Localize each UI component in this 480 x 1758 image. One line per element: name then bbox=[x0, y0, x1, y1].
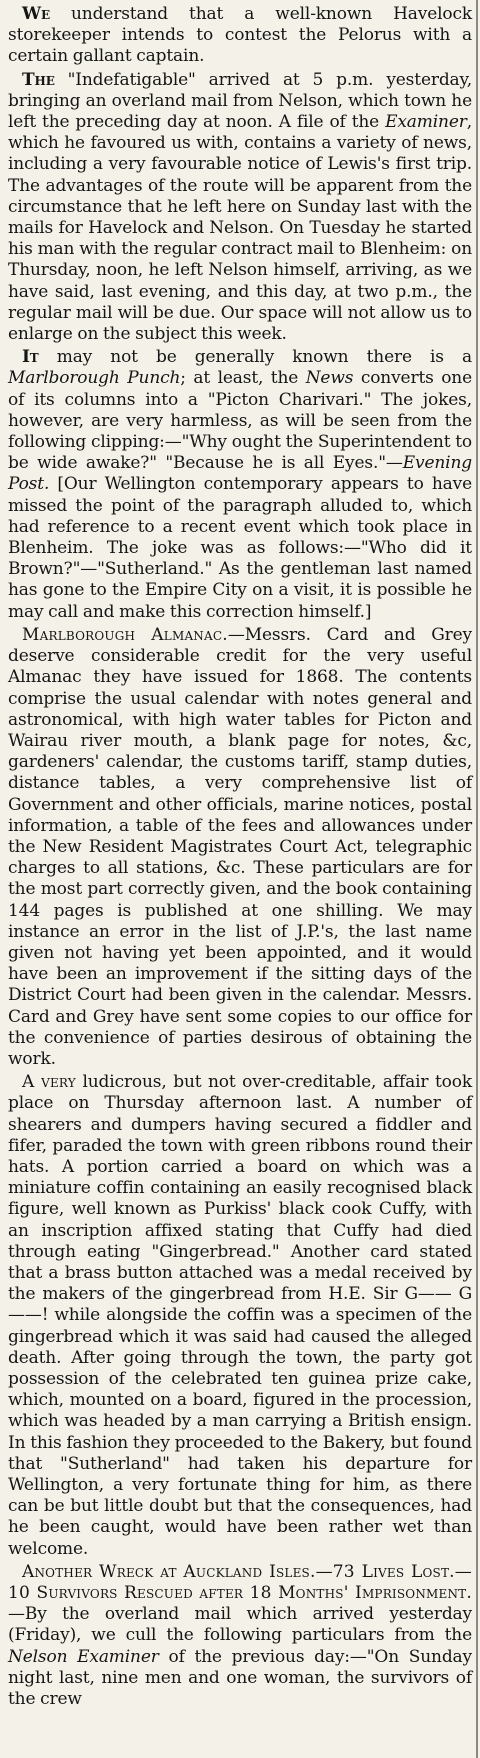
paragraph-text: ; at least, the bbox=[180, 368, 306, 389]
lead-in-text: We bbox=[22, 4, 50, 24]
column-rule bbox=[476, 0, 478, 1758]
news-paragraph bbox=[8, 1072, 472, 1560]
lead-in-text: The bbox=[22, 69, 55, 90]
paragraph-text: converts one of its columns into a "Picton Charivari." The jokes, however, are very harmless, as will be seen from the following clipping:—"Why ought the Superintendent to be wide awake?" "Because he is all Eyes."— bbox=[8, 368, 473, 474]
lead-in-text: Another Wreck at Auckland Isles.—73 Lives Lost.—10 Survivors Rescued after 18 Months' Imprisonment. bbox=[8, 1561, 472, 1604]
lead-in-text: very bbox=[34, 1072, 76, 1093]
lead-in-text: Marlborough Almanac. bbox=[22, 624, 228, 645]
article-body bbox=[8, 4, 472, 1710]
news-paragraph bbox=[8, 1562, 472, 1710]
paragraph-text: ludicrous, but not over-creditable, affair took place on Thursday afternoon last. A number of shearers and dumpers having secured a fiddler and fifer, paraded the town with green ribbons round their hats. A portion carried a board on which was a miniature coffin containing an easily recognised black figure, well known as Purkiss' black cook Cuffy, with an inscription affixed stating that Cuffy had died through eating "Gingerbread." Another card stated that a brass button attached was a medal received by the makers of the gingerbread from H.E. Sir G—— G——! while alongside the coffin was a specimen of the gingerbread which it was said had caused the alleged death. After going through the town, the party got possession of the celebrated ten guinea prize cake, which, mounted on a board, figured in the procession, which was headed by a man carrying a British ensign. In this fashion they proceeded to the Bakery, but found that "Sutherland" had taken his departure for Wellington, a very fortunate thing for him, as there can be but little doubt but that the consequences, had he been caught, would have been rather wet than welcome. bbox=[8, 1072, 472, 1559]
news-paragraph bbox=[8, 347, 472, 623]
news-paragraph bbox=[8, 70, 472, 346]
paragraph-text: understand that a well-known Havelock storekeeper intends to contest the Pelorus with a certain gallant captain. bbox=[8, 4, 472, 67]
paragraph-text: may not be generally known there is a bbox=[38, 347, 472, 368]
news-paragraph bbox=[8, 4, 472, 68]
paragraph-text: —By the overland mail which arrived yesterday (Friday), we cull the following particulars from the bbox=[8, 1604, 472, 1646]
paragraph-text: [Our Wellington contemporary appears to have missed the point of the paragraph alluded to, which had reference to a recent event which took place in Blenheim. The joke was as follows:—"Who did it Brown?"—"Sutherland." As the gentleman last named has gone to the Empire City on a visit, it is possible he may call and make this correction himself.] bbox=[8, 474, 472, 622]
paragraph-text: "Indefatigable" arrived at 5 p.m. yesterday, bringing an overland mail from Nelson, which town he left the preceding day at noon. A file of the bbox=[8, 69, 472, 133]
italic-title: Evening Post. bbox=[8, 453, 472, 495]
italic-title: Examiner bbox=[385, 112, 467, 133]
italic-title: News bbox=[305, 368, 354, 389]
paragraph-text: —Messrs. Card and Grey deserve considerable credit for the very useful Almanac they have issued for 1868. The contents comprise the usual calendar with notes general and astronomical, with high water tables for Picton and Wairau river mouth, a blank page for notes, &c, gardeners' calendar, the customs tariff, stamp duties, distance tables, a very comprehensive list of Government and other officials, marine notices, postal information, a table of the fees and allowances under the New Resident Magistrates Court Act, telegraphic charges to all stations, &c. These particulars are for the most part correctly given, and the book containing 144 pages is published at one shilling. We may instance an error in the list of J.P.'s, the last name given not having yet been appointed, and it would have been an improvement if the sitting days of the District Court had been given in the calendar. Messrs. Card and Grey have sent some copies to our office for the convenience of parties desirous of obtaining the work. bbox=[8, 624, 472, 1069]
paragraph-text: , which he favoured us with, contains a variety of news, including a very favourable notice of Lewis's first trip. The advantages of the route will be apparent from the circumstance that he left here on Sunday last with the mails for Havelock and Nelson. On Tuesday he started his man with the regular contract mail to Blenheim: on Thursday, noon, he left Nelson himself, arriving, as we have said, last evening, and this day, at two p.m., the regular mail will be due. Our space will not allow us to enlarge on the subject this week. bbox=[8, 112, 472, 345]
news-paragraph bbox=[8, 625, 472, 1070]
lead-in-text: It bbox=[22, 347, 39, 368]
italic-title: Nelson Examiner bbox=[8, 1646, 159, 1667]
paragraph-text: of the previous day:—"On Sunday night last, nine men and one woman, the survivors of the crew bbox=[8, 1646, 472, 1710]
paragraph-text: A bbox=[22, 1072, 35, 1093]
italic-title: Marlborough Punch bbox=[8, 368, 181, 389]
